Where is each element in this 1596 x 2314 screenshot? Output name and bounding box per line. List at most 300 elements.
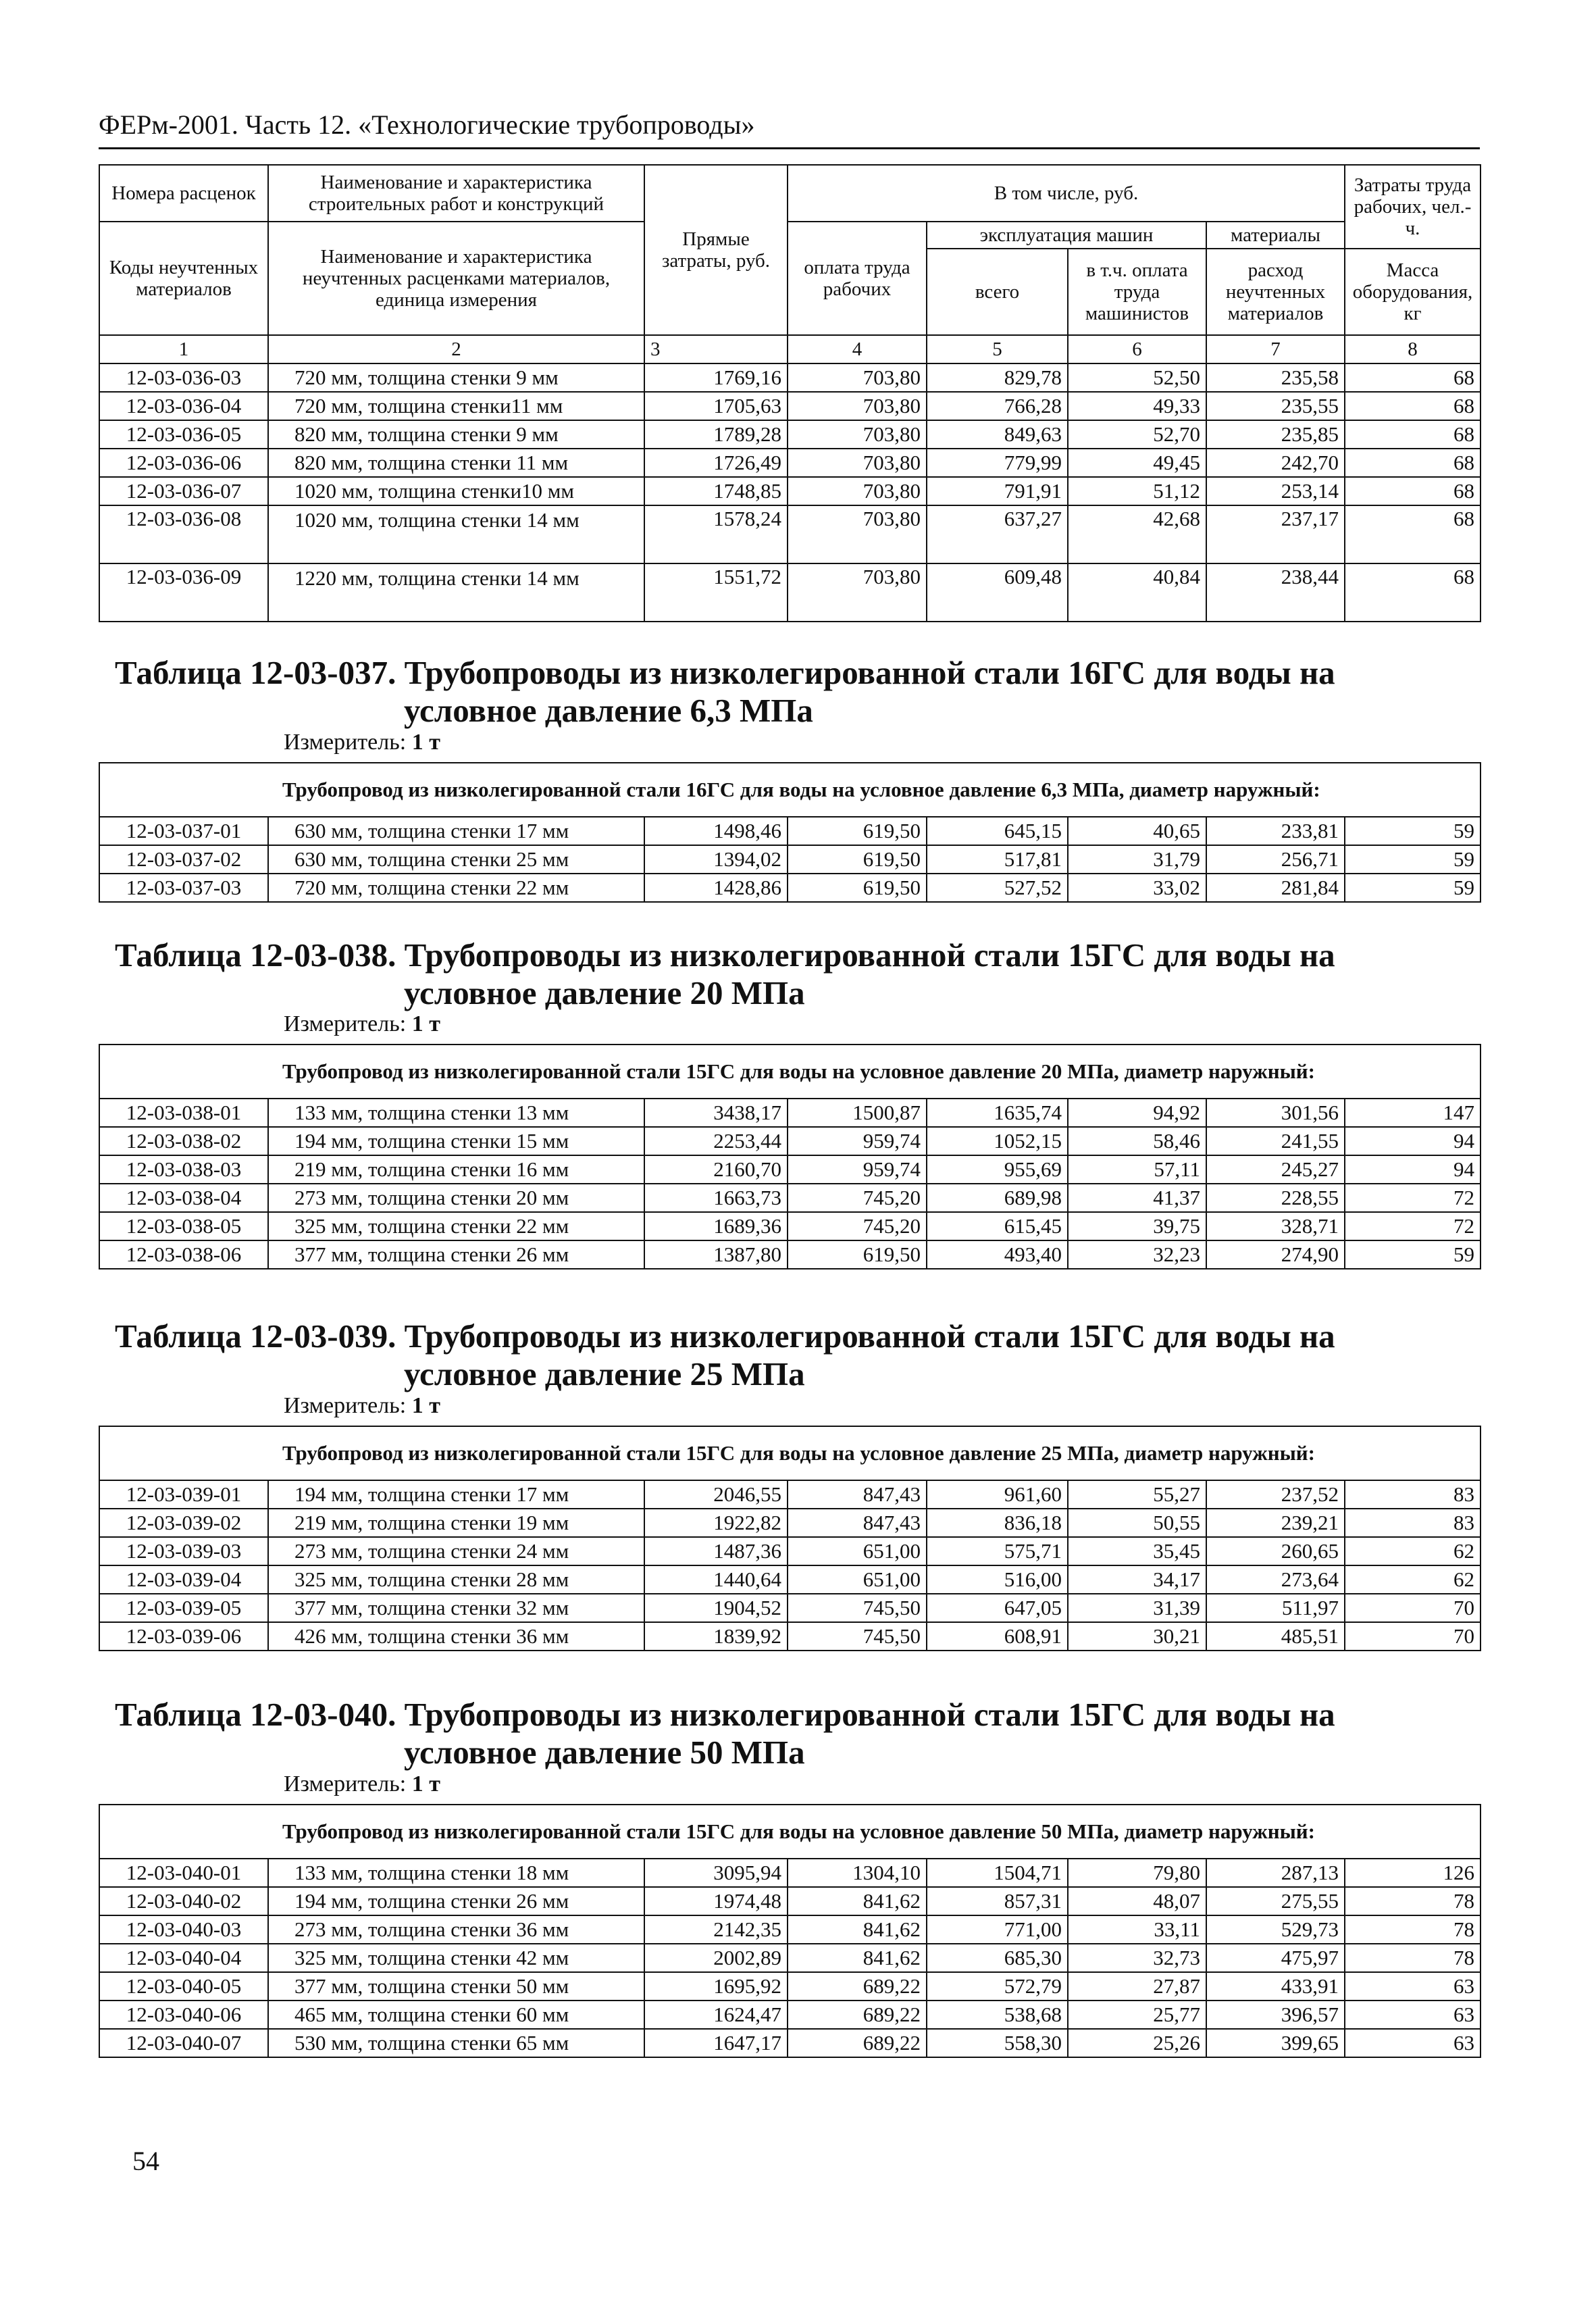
materials-cell: 239,21	[1206, 1509, 1345, 1537]
materials-cell: 301,56	[1206, 1099, 1345, 1127]
labor-cell: 68	[1345, 363, 1481, 392]
labor-cell: 83	[1345, 1480, 1481, 1509]
machines-total-cell: 609,48	[927, 563, 1068, 622]
labor-cell: 68	[1345, 420, 1481, 449]
measure-value: 1 т	[411, 1771, 440, 1796]
rate-code: 12-03-040-02	[99, 1887, 268, 1915]
materials-cell: 399,65	[1206, 2029, 1345, 2057]
operator-wage-cell: 40,84	[1068, 563, 1206, 622]
running-header: ФЕРм-2001. Часть 12. «Технологические трубопроводы»	[99, 108, 1480, 149]
wage-cell: 959,74	[788, 1155, 927, 1184]
wage-cell: 1304,10	[788, 1859, 927, 1887]
column-number: 6	[1068, 335, 1206, 363]
header-material-codes: Коды неучтенных материалов	[99, 222, 268, 335]
machines-total-cell: 516,00	[927, 1565, 1068, 1594]
operator-wage-cell: 79,80	[1068, 1859, 1206, 1887]
operator-wage-cell: 57,11	[1068, 1155, 1206, 1184]
operator-wage-cell: 48,07	[1068, 1887, 1206, 1915]
machines-total-cell: 572,79	[927, 1972, 1068, 2001]
rate-description: 465 мм, толщина стенки 60 мм	[268, 2001, 644, 2029]
rate-description: 1020 мм, толщина стенки 14 мм	[268, 505, 644, 563]
table-row	[99, 1565, 1481, 1594]
machines-total-cell: 493,40	[927, 1240, 1068, 1269]
table-title	[115, 936, 1472, 1012]
materials-cell: 475,97	[1206, 1944, 1345, 1972]
table-row	[99, 1944, 1481, 1972]
table-row	[99, 563, 1481, 622]
materials-cell: 235,55	[1206, 392, 1345, 420]
labor-cell: 70	[1345, 1594, 1481, 1622]
column-number: 4	[788, 335, 927, 363]
table-title-line: условное давление 20 МПа	[404, 974, 805, 1011]
table-title	[115, 1317, 1472, 1393]
table-row	[99, 363, 1481, 392]
direct-costs-cell: 1624,47	[644, 2001, 788, 2029]
wage-cell: 689,22	[788, 2029, 927, 2057]
measure-label: Измеритель:	[284, 730, 407, 755]
direct-costs-cell: 1839,92	[644, 1622, 788, 1651]
labor-cell: 72	[1345, 1212, 1481, 1240]
table-row	[99, 1594, 1481, 1622]
labor-cell: 94	[1345, 1155, 1481, 1184]
direct-costs-cell: 1789,28	[644, 420, 788, 449]
table-row	[99, 420, 1481, 449]
rate-description: 325 мм, толщина стенки 28 мм	[268, 1565, 644, 1594]
labor-cell: 68	[1345, 563, 1481, 622]
header-material-use: расход неучтенных материалов	[1206, 249, 1345, 335]
column-number: 1	[99, 335, 268, 363]
table-row	[99, 477, 1481, 505]
rate-description: 325 мм, толщина стенки 42 мм	[268, 1944, 644, 1972]
machines-total-cell: 1635,74	[927, 1099, 1068, 1127]
machines-total-cell: 961,60	[927, 1480, 1068, 1509]
wage-cell: 847,43	[788, 1509, 927, 1537]
machines-total-cell: 558,30	[927, 2029, 1068, 2057]
materials-cell: 273,64	[1206, 1565, 1345, 1594]
rate-description: 377 мм, толщина стенки 50 мм	[268, 1972, 644, 2001]
machines-total-cell: 527,52	[927, 874, 1068, 902]
header-name: Наименование и характеристика строительных работ и конструкций	[268, 165, 644, 222]
direct-costs-cell: 1387,80	[644, 1240, 788, 1269]
rate-description: 133 мм, толщина стенки 13 мм	[268, 1099, 644, 1127]
header-material-names: Наименование и характеристика неучтенных расценками материалов, единица измерения	[268, 222, 644, 335]
rate-code: 12-03-039-04	[99, 1565, 268, 1594]
rate-code: 12-03-040-03	[99, 1915, 268, 1944]
rate-description: 194 мм, толщина стенки 26 мм	[268, 1887, 644, 1915]
rate-description: 273 мм, толщина стенки 36 мм	[268, 1915, 644, 1944]
labor-cell: 63	[1345, 1972, 1481, 2001]
labor-cell: 59	[1345, 817, 1481, 845]
operator-wage-cell: 40,65	[1068, 817, 1206, 845]
table-row	[99, 1212, 1481, 1240]
machines-total-cell: 829,78	[927, 363, 1068, 392]
table-row	[99, 1184, 1481, 1212]
operator-wage-cell: 58,46	[1068, 1127, 1206, 1155]
header-total: всего	[927, 249, 1068, 335]
operator-wage-cell: 31,79	[1068, 845, 1206, 874]
rate-description: 720 мм, толщина стенки11 мм	[268, 392, 644, 420]
direct-costs-cell: 1428,86	[644, 874, 788, 902]
table-title-line: условное давление 25 МПа	[404, 1355, 805, 1392]
machines-total-cell: 955,69	[927, 1155, 1068, 1184]
labor-cell: 63	[1345, 2029, 1481, 2057]
measure-value: 1 т	[411, 1011, 440, 1036]
wage-cell: 619,50	[788, 845, 927, 874]
rate-description: 194 мм, толщина стенки 15 мм	[268, 1127, 644, 1155]
direct-costs-cell: 1663,73	[644, 1184, 788, 1212]
wage-cell: 689,22	[788, 1972, 927, 2001]
machines-total-cell: 647,05	[927, 1594, 1068, 1622]
rate-code: 12-03-040-04	[99, 1944, 268, 1972]
rate-code: 12-03-036-04	[99, 392, 268, 420]
column-number: 5	[927, 335, 1068, 363]
operator-wage-cell: 52,70	[1068, 420, 1206, 449]
column-number: 3	[644, 335, 788, 363]
table-row	[99, 1480, 1481, 1509]
page-number: 54	[132, 2146, 159, 2176]
measure-unit	[284, 1771, 440, 1797]
header-mass: Масса оборудования, кг	[1345, 249, 1481, 335]
labor-cell: 59	[1345, 1240, 1481, 1269]
rate-code: 12-03-040-07	[99, 2029, 268, 2057]
materials-cell: 433,91	[1206, 1972, 1345, 2001]
rate-description: 720 мм, толщина стенки 9 мм	[268, 363, 644, 392]
materials-cell: 245,27	[1206, 1155, 1345, 1184]
operator-wage-cell: 30,21	[1068, 1622, 1206, 1651]
materials-cell: 274,90	[1206, 1240, 1345, 1269]
wage-cell: 745,50	[788, 1594, 927, 1622]
table-row	[99, 449, 1481, 477]
operator-wage-cell: 33,11	[1068, 1915, 1206, 1944]
table-title-line: Таблица 12-03-039. Трубопроводы из низколегированной стали 15ГС для воды на	[115, 1317, 1335, 1355]
materials-cell: 238,44	[1206, 563, 1345, 622]
table-row	[99, 392, 1481, 420]
labor-cell: 62	[1345, 1565, 1481, 1594]
materials-cell: 511,97	[1206, 1594, 1345, 1622]
labor-cell: 78	[1345, 1887, 1481, 1915]
rate-description: 820 мм, толщина стенки 9 мм	[268, 420, 644, 449]
pricing-table	[99, 1044, 1481, 1269]
table-title-line: Таблица 12-03-037. Трубопроводы из низколегированной стали 16ГС для воды на	[115, 654, 1335, 691]
machines-total-cell: 791,91	[927, 477, 1068, 505]
direct-costs-cell: 1769,16	[644, 363, 788, 392]
rate-code: 12-03-037-03	[99, 874, 268, 902]
operator-wage-cell: 25,77	[1068, 2001, 1206, 2029]
machines-total-cell: 836,18	[927, 1509, 1068, 1537]
labor-cell: 68	[1345, 449, 1481, 477]
rate-description: 1020 мм, толщина стенки10 мм	[268, 477, 644, 505]
labor-cell: 70	[1345, 1622, 1481, 1651]
materials-cell: 237,52	[1206, 1480, 1345, 1509]
table-title-line: Таблица 12-03-038. Трубопроводы из низколегированной стали 15ГС для воды на	[115, 936, 1335, 974]
machines-total-cell: 637,27	[927, 505, 1068, 563]
rate-code: 12-03-037-02	[99, 845, 268, 874]
operator-wage-cell: 52,50	[1068, 363, 1206, 392]
direct-costs-cell: 1647,17	[644, 2029, 788, 2057]
rate-description: 1220 мм, толщина стенки 14 мм	[268, 563, 644, 622]
wage-cell: 847,43	[788, 1480, 927, 1509]
column-number: 2	[268, 335, 644, 363]
column-number: 8	[1345, 335, 1481, 363]
machines-total-cell: 645,15	[927, 817, 1068, 845]
direct-costs-cell: 2046,55	[644, 1480, 788, 1509]
rate-description: 426 мм, толщина стенки 36 мм	[268, 1622, 644, 1651]
header-labor: Затраты труда рабочих, чел.-ч.	[1345, 165, 1481, 249]
wage-cell: 745,50	[788, 1622, 927, 1651]
table-row	[99, 1622, 1481, 1651]
wage-cell: 651,00	[788, 1537, 927, 1565]
wage-cell: 959,74	[788, 1127, 927, 1155]
rate-description: 273 мм, толщина стенки 24 мм	[268, 1537, 644, 1565]
materials-cell: 237,17	[1206, 505, 1345, 563]
rate-code: 12-03-036-06	[99, 449, 268, 477]
table-description: Трубопровод из низколегированной стали 16ГС для воды на условное давление 6,3 МПа, диаметр наружный:	[99, 763, 1481, 817]
table-row	[99, 2029, 1481, 2057]
rate-code: 12-03-036-08	[99, 505, 268, 563]
direct-costs-cell: 2253,44	[644, 1127, 788, 1155]
measure-value: 1 т	[411, 1393, 440, 1418]
direct-costs-cell: 1726,49	[644, 449, 788, 477]
materials-cell: 529,73	[1206, 1915, 1345, 1944]
rate-code: 12-03-038-02	[99, 1127, 268, 1155]
machines-total-cell: 779,99	[927, 449, 1068, 477]
table-row	[99, 1099, 1481, 1127]
labor-cell: 126	[1345, 1859, 1481, 1887]
rate-code: 12-03-039-02	[99, 1509, 268, 1537]
wage-cell: 651,00	[788, 1565, 927, 1594]
rate-description: 273 мм, толщина стенки 20 мм	[268, 1184, 644, 1212]
wage-cell: 703,80	[788, 563, 927, 622]
operator-wage-cell: 27,87	[1068, 1972, 1206, 2001]
table-row	[99, 2001, 1481, 2029]
machines-total-cell: 1504,71	[927, 1859, 1068, 1887]
materials-cell: 281,84	[1206, 874, 1345, 902]
direct-costs-cell: 1705,63	[644, 392, 788, 420]
labor-cell: 59	[1345, 874, 1481, 902]
column-number: 7	[1206, 335, 1345, 363]
direct-costs-cell: 1904,52	[644, 1594, 788, 1622]
table-title	[115, 1696, 1472, 1771]
rate-code: 12-03-040-06	[99, 2001, 268, 2029]
direct-costs-cell: 2160,70	[644, 1155, 788, 1184]
machines-total-cell: 615,45	[927, 1212, 1068, 1240]
rate-description: 377 мм, толщина стенки 32 мм	[268, 1594, 644, 1622]
materials-cell: 241,55	[1206, 1127, 1345, 1155]
direct-costs-cell: 1551,72	[644, 563, 788, 622]
operator-wage-cell: 33,02	[1068, 874, 1206, 902]
materials-cell: 233,81	[1206, 817, 1345, 845]
table-description-row	[99, 1426, 1481, 1480]
table-row	[99, 1240, 1481, 1269]
labor-cell: 83	[1345, 1509, 1481, 1537]
pricing-table-036	[99, 164, 1481, 622]
wage-cell: 703,80	[788, 392, 927, 420]
table-row	[99, 845, 1481, 874]
rate-description: 219 мм, толщина стенки 16 мм	[268, 1155, 644, 1184]
direct-costs-cell: 1695,92	[644, 1972, 788, 2001]
machines-total-cell: 849,63	[927, 420, 1068, 449]
machines-total-cell: 766,28	[927, 392, 1068, 420]
wage-cell: 841,62	[788, 1915, 927, 1944]
measure-label: Измеритель:	[284, 1771, 407, 1796]
rate-code: 12-03-038-06	[99, 1240, 268, 1269]
materials-cell: 396,57	[1206, 2001, 1345, 2029]
rate-description: 219 мм, толщина стенки 19 мм	[268, 1509, 644, 1537]
table-description-row	[99, 763, 1481, 817]
header-operator-wage: в т.ч. оплата труда машинистов	[1068, 249, 1206, 335]
wage-cell: 703,80	[788, 449, 927, 477]
labor-cell: 68	[1345, 477, 1481, 505]
wage-cell: 1500,87	[788, 1099, 927, 1127]
materials-cell: 260,65	[1206, 1537, 1345, 1565]
rate-code: 12-03-039-06	[99, 1622, 268, 1651]
pricing-table	[99, 762, 1481, 903]
direct-costs-cell: 1440,64	[644, 1565, 788, 1594]
table-row	[99, 817, 1481, 845]
machines-total-cell: 1052,15	[927, 1127, 1068, 1155]
rate-code: 12-03-038-05	[99, 1212, 268, 1240]
operator-wage-cell: 39,75	[1068, 1212, 1206, 1240]
wage-cell: 619,50	[788, 817, 927, 845]
labor-cell: 147	[1345, 1099, 1481, 1127]
header-machines: эксплуатация машин	[927, 222, 1206, 249]
direct-costs-cell: 1394,02	[644, 845, 788, 874]
header-direct-costs: Прямые затраты, руб.	[644, 165, 788, 335]
direct-costs-cell: 1498,46	[644, 817, 788, 845]
rate-code: 12-03-038-01	[99, 1099, 268, 1127]
materials-cell: 256,71	[1206, 845, 1345, 874]
operator-wage-cell: 35,45	[1068, 1537, 1206, 1565]
table-description: Трубопровод из низколегированной стали 15ГС для воды на условное давление 20 МПа, диаметр наружный:	[99, 1045, 1481, 1099]
rate-code: 12-03-037-01	[99, 817, 268, 845]
operator-wage-cell: 49,45	[1068, 449, 1206, 477]
wage-cell: 689,22	[788, 2001, 927, 2029]
rate-code: 12-03-039-05	[99, 1594, 268, 1622]
rate-code: 12-03-036-07	[99, 477, 268, 505]
wage-cell: 841,62	[788, 1944, 927, 1972]
materials-cell: 235,85	[1206, 420, 1345, 449]
materials-cell: 253,14	[1206, 477, 1345, 505]
operator-wage-cell: 31,39	[1068, 1594, 1206, 1622]
materials-cell: 287,13	[1206, 1859, 1345, 1887]
rate-description: 194 мм, толщина стенки 17 мм	[268, 1480, 644, 1509]
direct-costs-cell: 3438,17	[644, 1099, 788, 1127]
labor-cell: 68	[1345, 505, 1481, 563]
direct-costs-cell: 1974,48	[644, 1887, 788, 1915]
rate-code: 12-03-036-03	[99, 363, 268, 392]
operator-wage-cell: 50,55	[1068, 1509, 1206, 1537]
rate-code: 12-03-040-01	[99, 1859, 268, 1887]
labor-cell: 94	[1345, 1127, 1481, 1155]
machines-total-cell: 517,81	[927, 845, 1068, 874]
measure-value: 1 т	[411, 730, 440, 755]
measure-label: Измеритель:	[284, 1011, 407, 1036]
direct-costs-cell: 3095,94	[644, 1859, 788, 1887]
table-description: Трубопровод из низколегированной стали 15ГС для воды на условное давление 25 МПа, диаметр наружный:	[99, 1426, 1481, 1480]
pricing-table	[99, 1426, 1481, 1651]
table-row	[99, 1127, 1481, 1155]
wage-cell: 703,80	[788, 505, 927, 563]
rate-description: 530 мм, толщина стенки 65 мм	[268, 2029, 644, 2057]
table-description-row	[99, 1805, 1481, 1859]
table-row	[99, 505, 1481, 563]
table-row	[99, 1915, 1481, 1944]
rate-description: 630 мм, толщина стенки 25 мм	[268, 845, 644, 874]
direct-costs-cell: 1689,36	[644, 1212, 788, 1240]
measure-unit	[284, 1011, 440, 1037]
labor-cell: 62	[1345, 1537, 1481, 1565]
header-including: В том числе, руб.	[788, 165, 1345, 222]
table-title	[115, 654, 1472, 730]
direct-costs-cell: 1748,85	[644, 477, 788, 505]
table-row	[99, 874, 1481, 902]
wage-cell: 619,50	[788, 1240, 927, 1269]
materials-cell: 275,55	[1206, 1887, 1345, 1915]
rate-code: 12-03-039-03	[99, 1537, 268, 1565]
rate-code: 12-03-039-01	[99, 1480, 268, 1509]
machines-total-cell: 689,98	[927, 1184, 1068, 1212]
wage-cell: 745,20	[788, 1184, 927, 1212]
direct-costs-cell: 1922,82	[644, 1509, 788, 1537]
direct-costs-cell: 2142,35	[644, 1915, 788, 1944]
table-description-row	[99, 1045, 1481, 1099]
pricing-table	[99, 1804, 1481, 2058]
materials-cell: 485,51	[1206, 1622, 1345, 1651]
labor-cell: 78	[1345, 1944, 1481, 1972]
rate-description: 630 мм, толщина стенки 17 мм	[268, 817, 644, 845]
operator-wage-cell: 41,37	[1068, 1184, 1206, 1212]
table-title-line: Таблица 12-03-040. Трубопроводы из низколегированной стали 15ГС для воды на	[115, 1696, 1335, 1733]
measure-unit	[284, 1393, 440, 1419]
wage-cell: 841,62	[788, 1887, 927, 1915]
machines-total-cell: 575,71	[927, 1537, 1068, 1565]
rate-description: 720 мм, толщина стенки 22 мм	[268, 874, 644, 902]
operator-wage-cell: 34,17	[1068, 1565, 1206, 1594]
labor-cell: 63	[1345, 2001, 1481, 2029]
machines-total-cell: 608,91	[927, 1622, 1068, 1651]
rate-description: 820 мм, толщина стенки 11 мм	[268, 449, 644, 477]
table-title-line: условное давление 6,3 МПа	[404, 692, 813, 729]
materials-cell: 328,71	[1206, 1212, 1345, 1240]
header-materials: материалы	[1206, 222, 1345, 249]
operator-wage-cell: 42,68	[1068, 505, 1206, 563]
rate-code: 12-03-036-05	[99, 420, 268, 449]
wage-cell: 703,80	[788, 477, 927, 505]
rate-code: 12-03-040-05	[99, 1972, 268, 2001]
wage-cell: 703,80	[788, 363, 927, 392]
rate-code: 12-03-038-04	[99, 1184, 268, 1212]
operator-wage-cell: 49,33	[1068, 392, 1206, 420]
table-row	[99, 1972, 1481, 2001]
labor-cell: 59	[1345, 845, 1481, 874]
table-description: Трубопровод из низколегированной стали 15ГС для воды на условное давление 50 МПа, диаметр наружный:	[99, 1805, 1481, 1859]
rate-description: 325 мм, толщина стенки 22 мм	[268, 1212, 644, 1240]
header-code: Номера расценок	[99, 165, 268, 222]
machines-total-cell: 857,31	[927, 1887, 1068, 1915]
operator-wage-cell: 51,12	[1068, 477, 1206, 505]
labor-cell: 68	[1345, 392, 1481, 420]
machines-total-cell: 771,00	[927, 1915, 1068, 1944]
operator-wage-cell: 32,23	[1068, 1240, 1206, 1269]
machines-total-cell: 685,30	[927, 1944, 1068, 1972]
wage-cell: 619,50	[788, 874, 927, 902]
rate-description: 133 мм, толщина стенки 18 мм	[268, 1859, 644, 1887]
machines-total-cell: 538,68	[927, 2001, 1068, 2029]
direct-costs-cell: 1578,24	[644, 505, 788, 563]
measure-unit	[284, 730, 440, 755]
rate-code: 12-03-038-03	[99, 1155, 268, 1184]
wage-cell: 703,80	[788, 420, 927, 449]
